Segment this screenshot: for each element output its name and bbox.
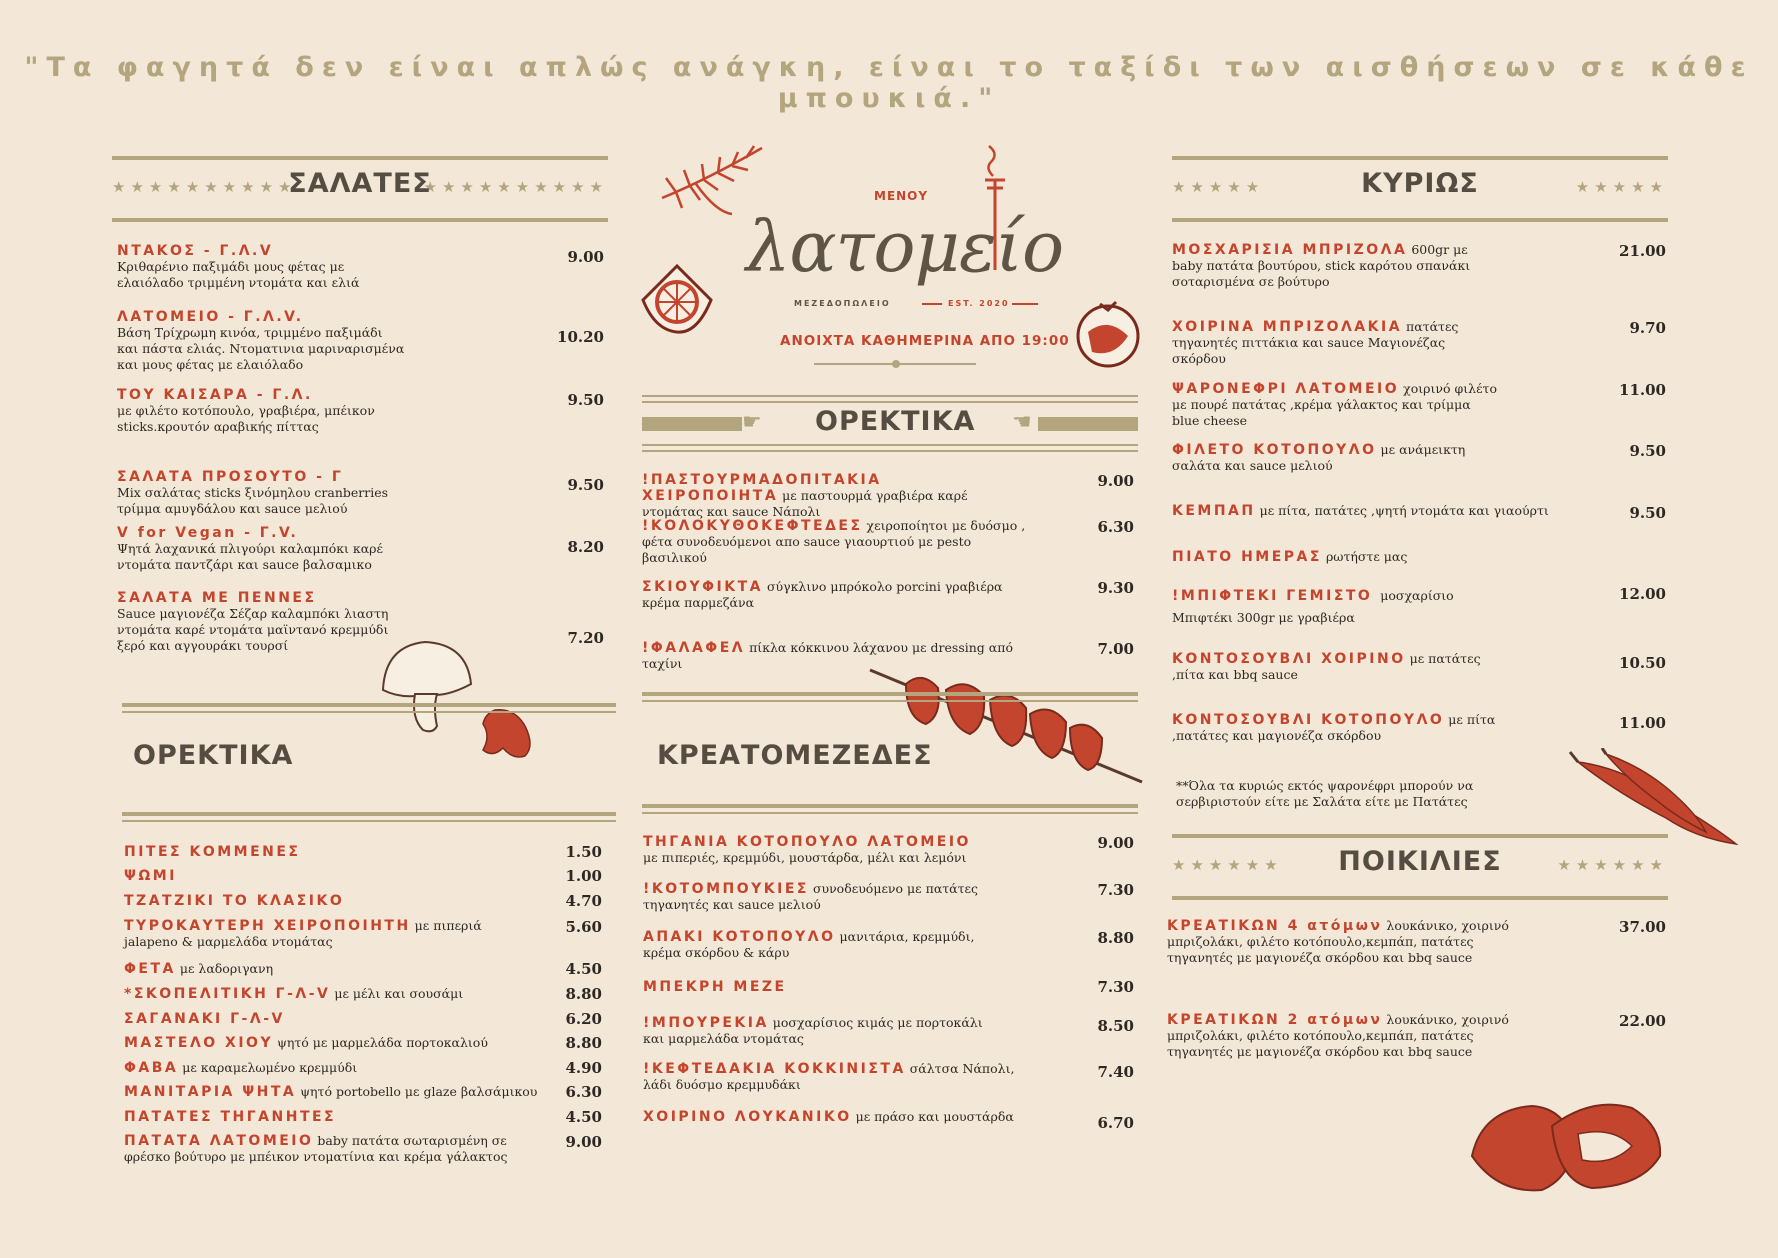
menu-item [124,961,602,977]
item-name: ΤΟΥ ΚΑΙΣΑΡΑ - Γ.Λ. [117,387,313,403]
item-desc: με φιλέτο κοτόπουλο, γραβιέρα, μπέικον sticks.κρουτόν αραβικής πίττας [117,403,375,434]
poikilies-section [1172,834,1668,900]
item-desc: σάλτσα Νάπολι, λάδι δυόσμο κρεμμυδάκι [643,1061,1015,1092]
menu-item [124,1060,602,1076]
menu-item [117,525,604,573]
item-desc: Mix σαλάτας sticks ξινόμηλου cranberries τρίμμα αμυγδάλου και sauce μελιού [117,485,389,516]
menu-label: ΜΕΝΟΥ [874,189,929,203]
divider [642,401,1138,403]
item-price: 8.80 [565,1034,602,1052]
item-name: !ΚΕΦΤΕΔΑΚΙΑ ΚΟΚΚΙΝΙΣΤΑ [643,1061,906,1077]
menu-item [1172,585,1502,629]
menu-item [643,834,1043,866]
section-title: ΟΡΕΚΤΙΚΑ [133,740,294,771]
item-price: 9.70 [1629,319,1666,337]
menu-item [643,881,1033,913]
item-name: V for Vegan - Γ.V. [117,525,299,541]
item-desc: με πιπεριά jalapeno & μαρμελάδα ντομάτας [124,918,482,949]
menu-item [643,1015,1003,1047]
item-name: ΚΟΝΤΟΣΟΥΒΛΙ ΚΟΤΟΠΟΥΛΟ [1172,712,1445,728]
item-price: 12.00 [1619,585,1666,603]
item-name: ΣΑΛΑΤΑ ΠΡΟΣΟΥΤΟ - Γ [117,469,344,485]
kyrios-note: **Όλα τα κυριώς εκτός ψαρονέφρι μπορούν να σερβιριστούν είτε με Σαλάτα είτε με Πατάτες [1176,778,1474,809]
divider [122,820,616,822]
stars-decoration: ★★★★★ [1172,178,1265,196]
item-desc: με πατάτες ,πίτα και bbq sauce [1172,651,1481,682]
item-price: 5.60 [565,918,602,936]
item-price: 22.00 [1619,1012,1666,1030]
item-desc: με ανάμεικτη σαλάτα και sauce μελιού [1172,442,1466,473]
item-price: 7.30 [1097,978,1134,996]
item-desc: Βάση Τρίχρωμη κινόα, τριμμένο παξιμάδι και πάστα ελιάς. Ντοματινια μαριναρισμένα και μους φέτας με ελαιόλαδο [117,325,405,372]
item-price: 9.30 [1097,579,1134,597]
divider [642,700,1138,702]
menu-item [124,1133,534,1165]
stars-decoration: ★★★★★★★★★★ [112,178,297,196]
item-name: ΣΚΙΟΥΦΙΚΤΑ [642,579,764,595]
menu-item [643,1061,1033,1093]
salates-header [112,156,608,222]
item-name: ΠΙΤΕΣ ΚΟΜΜΕΝΕΣ [124,844,301,860]
menu-item [642,472,1022,520]
item-name: ΨΑΡΟΝΕΦΡΙ ΛΑΤΟΜΕΙΟ [1172,381,1400,397]
item-price: 11.00 [1619,714,1666,732]
divider [642,450,1138,452]
item-desc: συνοδευόμενο με πατάτες τηγανητές και sauce μελιού [643,881,979,912]
lemon-illustration [637,260,717,340]
menu-item [124,844,602,860]
item-name: !ΜΠΙΦΤΕΚΙ ΓΕΜΙΣΤΟ [1172,588,1373,604]
menu-item [124,1011,602,1027]
item-price: 7.00 [1097,640,1134,658]
item-name: ΝΤΑΚΟΣ - Γ.Λ.V [117,243,274,259]
menu-item [642,518,1032,566]
item-price: 4.50 [565,960,602,978]
item-desc: λουκάνικο, χοιρινό μπριζολάκι, φιλέτο κοτόπουλο,κεμπάπ, πατάτες τηγανητές με μαγιονέζα σκόρδου και bbq sauce [1167,918,1509,965]
item-name: ΜΟΣΧΑΡΙΣΙΑ ΜΠΡΙΖΟΛΑ [1172,242,1408,258]
bar-right [1038,417,1138,431]
header-quote: "Τα φαγητά δεν είναι απλώς ανάγκη, είναι το ταξίδι των αισθήσεων σε κάθε μπουκιά." [24,52,1754,114]
item-price: 37.00 [1619,918,1666,936]
item-price: 7.20 [567,629,604,647]
item-desc: ρωτήστε μας [1325,549,1408,564]
item-name: !ΜΠΟΥΡΕΚΙΑ [643,1015,769,1031]
logo-subtitle: ΜΕΖΕΔΟΠΩΛΕΙΟ [794,299,891,308]
divider [642,804,1138,808]
item-name: ΦΕΤΑ [124,961,176,977]
section-title: ΣΑΛΑΤΕΣ [288,168,432,199]
pointing-hand-icon: ☚ [1012,410,1032,435]
menu-item [1167,918,1537,966]
item-name: ΑΠΑΚΙ ΚΟΤΟΠΟΥΛΟ [643,929,836,945]
kyrios-section [1172,156,1668,222]
item-name: ΦΙΛΕΤΟ ΚΟΤΟΠΟΥΛΟ [1172,442,1377,458]
item-desc: με πράσο και μουστάρδα [855,1109,1014,1124]
item-price: 9.50 [1629,504,1666,522]
logo-rule [1012,303,1038,305]
item-name: ΠΙΑΤΟ ΗΜΕΡΑΣ [1172,549,1322,565]
item-price: 6.70 [1097,1114,1134,1132]
menu-item [1172,381,1502,429]
menu-item [117,469,604,517]
item-name: ΚΕΜΠΑΠ [1172,503,1256,519]
menu-item [643,1109,1134,1125]
ornament-dot [892,360,900,368]
item-price: 9.00 [565,1133,602,1151]
logo-wordmark: λατομείο [746,206,1064,288]
poikilies-header [1172,834,1668,900]
section-title: ΚΡΕΑΤΟΜΕΖΕΔΕΣ [657,740,933,771]
item-name: ΜΑΝΙΤΑΡΙΑ ΨΗΤΑ [124,1084,297,1100]
salates-section [112,156,608,222]
menu-item [124,1109,602,1125]
logo-rule [922,303,942,305]
item-name: ΨΩΜΙ [124,868,177,884]
item-name: ΚΟΝΤΟΣΟΥΒΛΙ ΧΟΙΡΙΝΟ [1172,651,1406,667]
section-title: ΚΥΡΙΩΣ [1361,168,1479,199]
item-name: ΚΡΕΑΤΙΚΩΝ 2 ατόμων [1167,1012,1383,1028]
section-title: ΠΟΙΚΙΛΙΕΣ [1338,846,1502,877]
item-price: 9.00 [1097,472,1134,490]
item-name: ΠΑΤΑΤΑ ΛΑΤΟΜΕΙΟ [124,1133,314,1149]
item-desc: Κριθαρένιο παξιμάδι μους φέτας με ελαιόλαδο τριμμένη ντομάτα και ελιά [117,259,360,290]
item-name: !ΦΑΛΑΦΕΛ [642,640,746,656]
item-price: 1.00 [565,867,602,885]
item-name: ΜΑΣΤΕΛΟ ΧΙΟΥ [124,1035,274,1051]
menu-item [124,1084,602,1100]
menu-item [124,986,602,1002]
logo-est: EST. 2020 [948,299,1010,308]
item-desc: μοσχαρίσιο Μπιφτέκι 300gr με γραβιέρα [1172,588,1454,625]
menu-item [1172,503,1572,519]
item-price: 1.50 [565,843,602,861]
salates-list [117,243,604,663]
item-desc: με πιπεριές, κρεμμύδι, μουστάρδα, μέλι και λεμόνι [643,850,967,865]
pointing-hand-icon: ☛ [742,410,762,435]
item-name: ΣΑΛΑΤΑ ΜΕ ΠΕΝΝΕΣ [117,590,317,606]
kyrios-header [1172,156,1668,222]
item-price: 10.50 [1619,654,1666,672]
item-price: 8.80 [565,985,602,1003]
orektika-center-list [642,472,1134,672]
divider [642,692,1138,696]
item-desc: Ψητά λαχανικά πλιγούρι καλαμπόκι καρέ ντομάτα παντζάρι και sauce βαλσαμικο [117,541,383,572]
item-desc: με λαδοριγανη [179,961,274,976]
item-desc: με πίτα ,πατάτες και μαγιονέζα σκόρδου [1172,712,1496,743]
item-desc: λουκάνικο, χοιρινό μπριζολάκι, φιλέτο κοτόπουλο,κεμπάπ, πατάτες τηγανητές με μαγιονέζα σκόρδου και bbq sauce [1167,1012,1509,1059]
menu-item [1172,442,1502,474]
stars-decoration: ★★★★★★ [1557,856,1668,874]
item-price: 4.90 [565,1059,602,1077]
item-desc: 600gr με baby πατάτα βουτύρου, stick καρότου σπανάκι σοταρισμένα σε βούτυρο [1172,242,1471,289]
item-price: 9.50 [567,476,604,494]
item-name: ΤΗΓΑΝΙΑ ΚΟΤΟΠΟΥΛΟ ΛΑΤΟΜΕΙΟ [643,834,971,850]
menu-item [1167,1012,1537,1060]
item-name: ΧΟΙΡΙΝΑ ΜΠΡΙΖΟΛΑΚΙΑ [1172,319,1403,335]
item-name: ΛΑΤΟΜΕΙΟ - Γ.Λ.V. [117,309,304,325]
menu-item [124,918,524,950]
stars-decoration: ★★★★★ [1575,178,1668,196]
menu-item [117,309,604,373]
menu-item [1172,651,1502,683]
item-desc: ψητό portobello με glaze βαλσάμικου [300,1084,538,1099]
item-desc: με παστουρμά γραβιέρα καρέ ντομάτας και sauce Νάπολι [642,488,968,519]
menu-item [1172,549,1572,565]
item-name: ΣΑΓΑΝΑΚΙ Γ-Λ-V [124,1011,285,1027]
item-name: ΚΡΕΑΤΙΚΩΝ 4 ατόμων [1167,918,1383,934]
orektika-left-list [124,844,602,1174]
item-desc: Sauce μαγιονέζα Σέζαρ καλαμπόκι λιαστη ντομάτα καρέ ντομάτα μαϊντανό κρεμμύδι ξερό και αγγουράκι τουρσί [117,606,389,653]
divider [122,703,616,707]
divider [122,812,616,816]
item-desc: ψητό με μαρμελάδα πορτοκαλιού [277,1035,488,1050]
menu-item [124,868,602,884]
item-desc: σύγκλινο μπρόκολο porcini γραβιέρα κρέμα παρμεζάνα [642,579,1003,610]
divider [122,711,616,713]
item-price: 4.70 [565,892,602,910]
item-name: ΦΑΒΑ [124,1060,179,1076]
menu-item [1172,319,1502,367]
item-price: 6.30 [1097,518,1134,536]
chili-illustration [1566,748,1746,848]
item-price: 21.00 [1619,242,1666,260]
stars-decoration: ★★★★★★★★★★ [423,178,608,196]
souvlaki-illustration [866,658,1146,798]
bar-left [642,417,742,431]
menu-item [117,243,604,291]
item-desc: με πίτα, πατάτες ,ψητή ντομάτα και γιαούρτι [1259,503,1549,518]
item-name: !ΚΟΤΟΜΠΟΥΚΙΕΣ [643,881,809,897]
item-price: 8.80 [1097,929,1134,947]
kreatomezedes-list [643,834,1134,1134]
poikilies-list [1167,918,1666,1078]
divider [642,444,1138,446]
menu-item [124,1035,602,1051]
item-price: 6.30 [565,1083,602,1101]
menu-item [1172,242,1502,290]
item-desc: μανιτάρια, κρεμμύδι, κρέμα σκόρδου & κάρυ [643,929,975,960]
item-desc: χειροποίητοι με δυόσμο , φέτα συνοδευόμενοι απο sauce γιαουρτιού με pesto βασιλικού [642,518,1026,565]
item-price: 11.00 [1619,381,1666,399]
item-name: ΧΟΙΡΙΝΟ ΛΟΥΚΑΝΙΚΟ [643,1109,852,1125]
menu-item [124,893,602,909]
item-price: 9.00 [1097,834,1134,852]
kyrios-list [1172,242,1666,742]
menu-item [117,387,604,435]
meat-illustration [1462,1086,1682,1196]
item-price: 7.40 [1097,1063,1134,1081]
item-desc: πίκλα κόκκινου λάχανου με dressing από ταχίνι [642,640,1013,671]
item-desc: με μέλι και σουσάμι [334,986,464,1001]
item-name: ΤΖΑΤΖΙΚΙ ΤΟ ΚΛΑΣΙΚΟ [124,893,345,909]
item-desc: χοιρινό φιλέτο με πουρέ πατάτας ,κρέμα γάλακτος και τρίμμα blue cheese [1172,381,1497,428]
item-price: 8.50 [1097,1017,1134,1035]
item-desc: baby πατάτα σωταρισμένη σε φρέσκο βούτυρο με μπέικον ντοματίνια και κρέμα γάλακτος [124,1133,508,1164]
menu-item [1172,712,1522,744]
item-price: 9.00 [567,248,604,266]
item-price: 4.50 [565,1108,602,1126]
item-desc: με καραμελωμένο κρεμμύδι [182,1060,358,1075]
mushroom-illustration [375,638,555,788]
item-desc: μοσχαρίσιος κιμάς με πορτοκάλι και μαρμελάδα ντομάτας [643,1015,983,1046]
item-price: 7.30 [1097,881,1134,899]
divider [642,395,1138,397]
menu-item [643,929,1003,961]
opening-hours: ΑΝΟΙΧΤΑ ΚΑΘΗΜΕΡΙΝΑ ΑΠΟ 19:00 [780,333,1070,349]
item-price: 6.20 [565,1010,602,1028]
stars-decoration: ★★★★★★ [1172,856,1283,874]
item-name: ΠΑΤΑΤΕΣ ΤΗΓΑΝΗΤΕΣ [124,1109,337,1125]
item-price: 9.50 [1629,442,1666,460]
item-name: *ΣΚΟΠΕΛΙΤΙΚΗ Γ-Λ-V [124,986,331,1002]
item-name: ΤΥΡΟΚΑΥΤΕΡΗ ΧΕΙΡΟΠΟΙΗΤΗ [124,918,411,934]
section-title: ΟΡΕΚΤΙΚΑ [815,406,976,437]
item-desc: πατάτες τηγανητές πιττάκια και sauce Μαγιονέζας σκόρδου [1172,319,1459,366]
item-name: !ΚΟΛΟΚΥΘΟΚΕΦΤΕΔΕΣ [642,518,863,534]
item-name: ΜΠΕΚΡΗ ΜΕΖΕ [643,979,787,995]
menu-item [643,979,1134,995]
item-price: 9.50 [567,391,604,409]
divider [642,812,1138,814]
item-price: 10.20 [557,328,604,346]
menu-item [642,579,1032,611]
item-price: 8.20 [567,538,604,556]
tomato-illustration [1072,296,1144,374]
item-name: !ΠΑΣΤΟΥΡΜΑΔΟΠΙΤΑΚΙΑ ΧΕΙΡΟΠΟΙΗΤΑ [642,472,882,504]
